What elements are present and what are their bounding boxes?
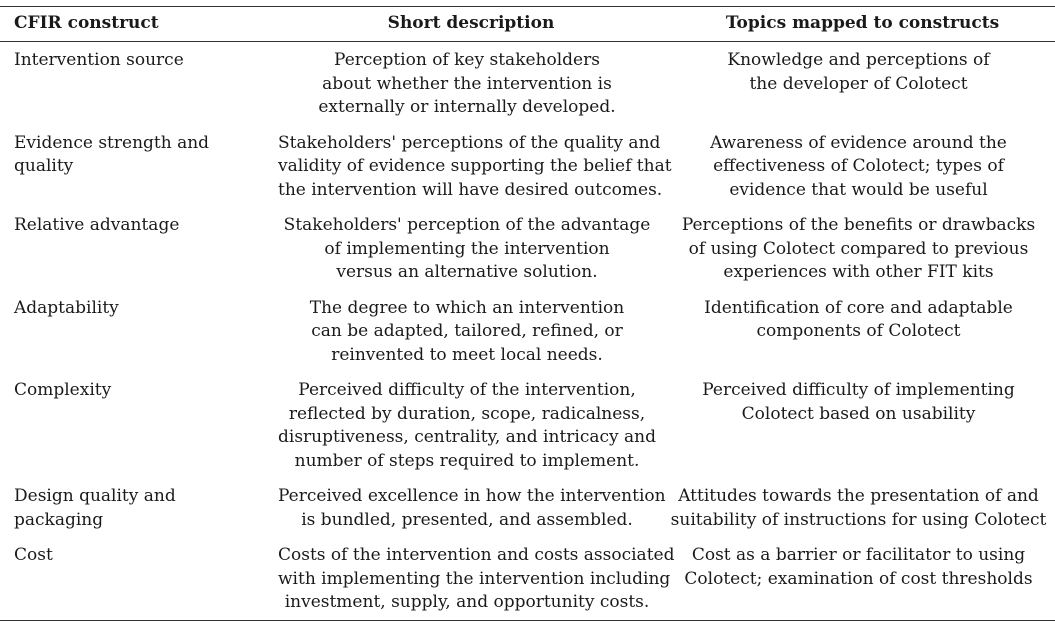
description-line: Costs of the intervention and costs associated: [278, 545, 675, 565]
description-line: validity of evidence supporting the belief that: [278, 156, 672, 176]
description-line: investment, supply, and opportunity costs.: [284, 592, 650, 612]
topics-line: Colotect based on usability: [741, 403, 976, 424]
topics-line: Cost as a barrier or facilitator to using: [691, 545, 1026, 565]
topics-line: Awareness of evidence around the: [710, 132, 1007, 153]
cell-topics: [662, 297, 1055, 380]
header-short-description: Short description: [387, 13, 555, 34]
header-cfir-construct: CFIR construct: [14, 13, 159, 34]
description-line: Stakeholders' perceptions of the quality and: [278, 132, 661, 153]
description-line: reflected by duration, scope, radicalness,: [288, 403, 646, 424]
description-line: about whether the intervention is: [322, 73, 612, 94]
table-row: [0, 544, 1055, 620]
description-line: number of steps required to implement.: [294, 450, 640, 471]
header-row: [0, 7, 1055, 42]
table-row: [0, 42, 1055, 132]
description-line: Perceived excellence in how the intervention: [278, 486, 666, 506]
table-row: [0, 132, 1055, 215]
topics-line: effectiveness of Colotect; types of: [713, 156, 1004, 176]
topics-line: suitability of instructions for using Colotect: [670, 509, 1047, 530]
cell-topics: [662, 485, 1055, 544]
cell-description: [272, 544, 675, 620]
cell-construct: Adaptability: [14, 297, 119, 318]
description-line: reinvented to meet local needs.: [331, 344, 603, 365]
topics-line: of using Colotect compared to previous: [688, 238, 1029, 259]
topics-line: the developer of Colotect: [749, 73, 968, 94]
cell-construct: Intervention source: [14, 50, 184, 70]
cell-topics: [662, 379, 1055, 485]
table-body: [0, 42, 1055, 621]
topics-line: Knowledge and perceptions of: [727, 50, 990, 70]
cell-description: [272, 42, 662, 132]
cfir-constructs-table: [0, 6, 1055, 621]
table-header: [0, 7, 1055, 42]
cell-construct: Complexity: [14, 380, 112, 400]
cell-description: [272, 485, 666, 544]
cell-construct: Relative advantage: [14, 215, 180, 235]
description-line: Perceived difficulty of the intervention,: [298, 380, 636, 400]
description-line: is bundled, presented, and assembled.: [301, 509, 633, 530]
description-line: disruptiveness, centrality, and intricacy and: [278, 427, 656, 447]
description-line: can be adapted, tailored, refined, or: [311, 321, 623, 341]
cell-description: [272, 297, 662, 380]
description-line: with implementing the intervention including: [278, 568, 671, 589]
topics-line: Attitudes towards the presentation of and: [678, 486, 1039, 506]
cell-description: [272, 132, 672, 215]
header-topics-mapped: Topics mapped to constructs: [725, 13, 1000, 34]
description-line: externally or internally developed.: [318, 97, 616, 117]
cell-topics: [662, 544, 1055, 620]
cell-description: [272, 214, 662, 297]
topics-line: components of Colotect: [756, 321, 961, 341]
description-line: the intervention will have desired outcomes.: [278, 179, 663, 200]
description-line: Stakeholders' perception of the advantage: [283, 215, 651, 235]
description-line: of implementing the intervention: [324, 238, 610, 259]
topics-line: Perceptions of the benefits or drawbacks: [681, 215, 1036, 235]
description-line: Perception of key stakeholders: [334, 50, 600, 70]
topics-line: evidence that would be useful: [729, 179, 988, 200]
table-row: [0, 379, 1055, 485]
cell-topics: [662, 42, 1055, 132]
cell-topics: [662, 132, 1055, 215]
cell-construct: Evidence strength and quality: [14, 132, 210, 176]
cell-description: [272, 379, 662, 485]
table-row: [0, 297, 1055, 380]
cell-topics: [662, 214, 1055, 297]
description-line: versus an alternative solution.: [336, 262, 598, 282]
topics-line: Perceived difficulty of implementing: [702, 380, 1015, 400]
topics-line: Colotect; examination of cost thresholds: [684, 568, 1033, 589]
topics-line: Identification of core and adaptable: [704, 297, 1013, 318]
cell-construct: Cost: [14, 545, 53, 565]
table-row: [0, 214, 1055, 297]
cfir-table-container: [0, 6, 1055, 621]
table-row: [0, 485, 1055, 544]
topics-line: experiences with other FIT kits: [723, 262, 994, 282]
cell-construct: Design quality and packaging: [14, 486, 176, 530]
description-line: The degree to which an intervention: [309, 297, 625, 318]
